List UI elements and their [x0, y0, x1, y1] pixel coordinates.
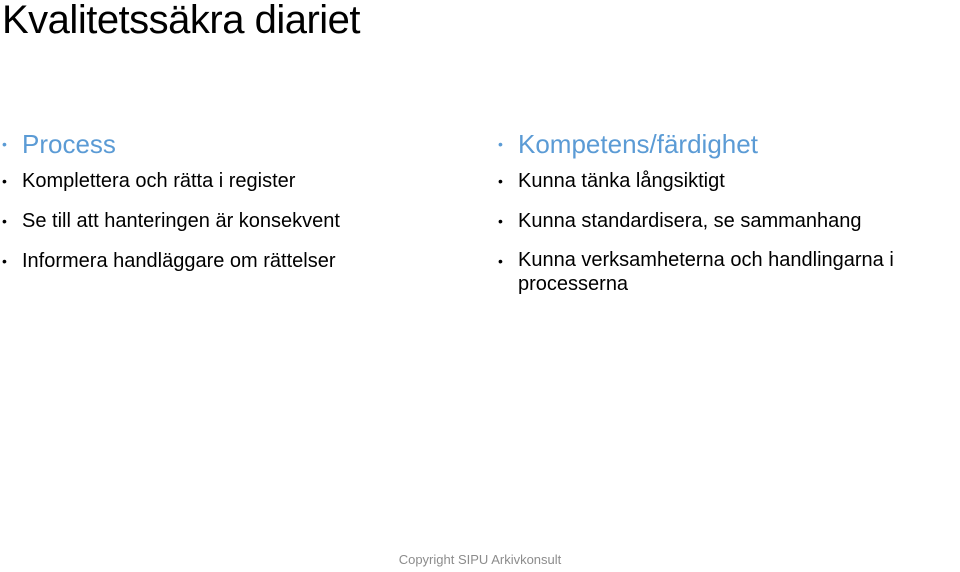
bullet-icon: •: [498, 173, 503, 189]
bullet-icon: •: [498, 253, 503, 269]
right-column: [496, 128, 958, 310]
bullet-icon: •: [2, 253, 7, 269]
bullet-icon: •: [498, 213, 503, 229]
bullet-icon: •: [2, 173, 7, 189]
list-item: [0, 168, 470, 194]
slide-title: Kvalitetssäkra diariet: [2, 0, 361, 42]
list-item: [496, 208, 958, 234]
left-column: [0, 128, 470, 288]
left-bullet-list: [0, 128, 470, 274]
list-item-text: Kunna standardisera, se sammanhang: [518, 210, 862, 232]
bullet-icon: •: [498, 136, 503, 152]
list-item-text: Se till att hanteringen är konsekvent: [22, 210, 340, 232]
list-item-text: Kunna tänka långsiktigt: [518, 170, 725, 192]
footer-copyright: Copyright SIPU Arkivkonsult: [398, 552, 562, 567]
list-item: [496, 248, 958, 296]
left-column-heading: [0, 128, 470, 164]
bullet-icon: •: [2, 213, 7, 229]
bullet-icon: •: [2, 136, 7, 152]
right-bullet-list: [496, 128, 958, 296]
list-item-text: Komplettera och rätta i register: [22, 170, 296, 192]
list-item: [496, 168, 958, 194]
right-heading-text: Kompetens/färdighet: [518, 129, 758, 159]
list-item: [0, 208, 470, 234]
list-item-text: Informera handläggare om rättelser: [22, 250, 336, 272]
right-column-heading: [496, 128, 958, 164]
left-heading-text: Process: [22, 129, 116, 159]
list-item-text: Kunna verksamheterna och handlingarna i processerna: [518, 249, 894, 295]
list-item: [0, 248, 470, 274]
